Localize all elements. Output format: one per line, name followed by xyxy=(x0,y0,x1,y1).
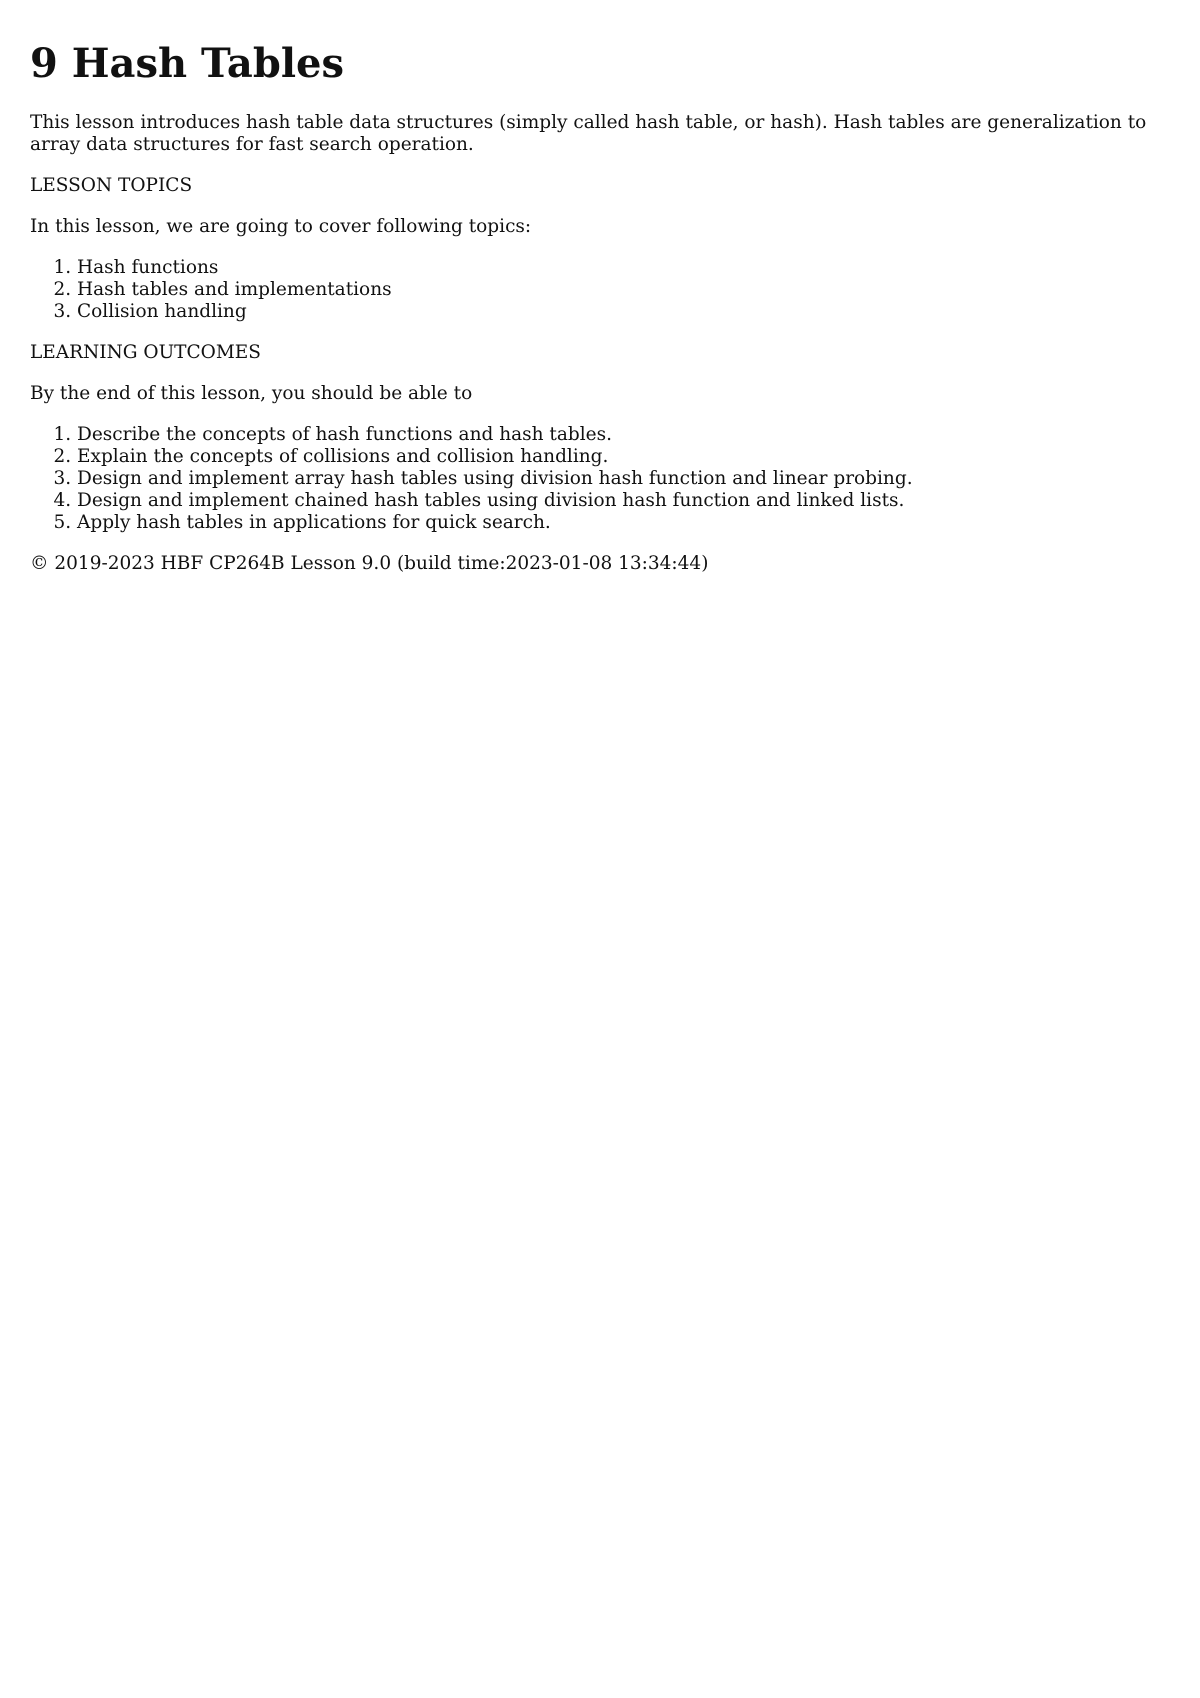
page-title: 9 Hash Tables xyxy=(30,40,344,87)
outcome-item: 2. Explain the concepts of collisions and collision handling. xyxy=(77,446,1170,468)
outcomes-intro: By the end of this lesson, you should be able to xyxy=(30,383,473,404)
outcomes-list xyxy=(30,424,1170,534)
outcome-item: 5. Apply hash tables in applications for quick search. xyxy=(77,512,1170,534)
topic-item: 2. Hash tables and implementations xyxy=(77,279,1170,301)
intro-paragraph: This lesson introduces hash table data structures (simply called hash table, or hash). Hash tables are generalization to array data structures for fast search operation. xyxy=(30,112,1147,155)
outcome-item: 4. Design and implement chained hash tables using division hash function and linked lists. xyxy=(77,490,1170,512)
outcome-item: 3. Design and implement array hash tables using division hash function and linear probing. xyxy=(77,468,1170,490)
topics-heading: LESSON TOPICS xyxy=(30,175,193,196)
topics-intro: In this lesson, we are going to cover following topics: xyxy=(30,216,532,237)
copyright-footer: © 2019-2023 HBF CP264B Lesson 9.0 (build time:2023-01-08 13:34:44) xyxy=(30,553,709,574)
topic-item: 3. Collision handling xyxy=(77,301,1170,323)
topic-item: 1. Hash functions xyxy=(77,257,1170,279)
outcomes-heading: LEARNING OUTCOMES xyxy=(30,342,261,363)
outcome-item: 1. Describe the concepts of hash functions and hash tables. xyxy=(77,424,1170,446)
topics-list xyxy=(30,257,1170,323)
document-page xyxy=(0,0,1200,575)
